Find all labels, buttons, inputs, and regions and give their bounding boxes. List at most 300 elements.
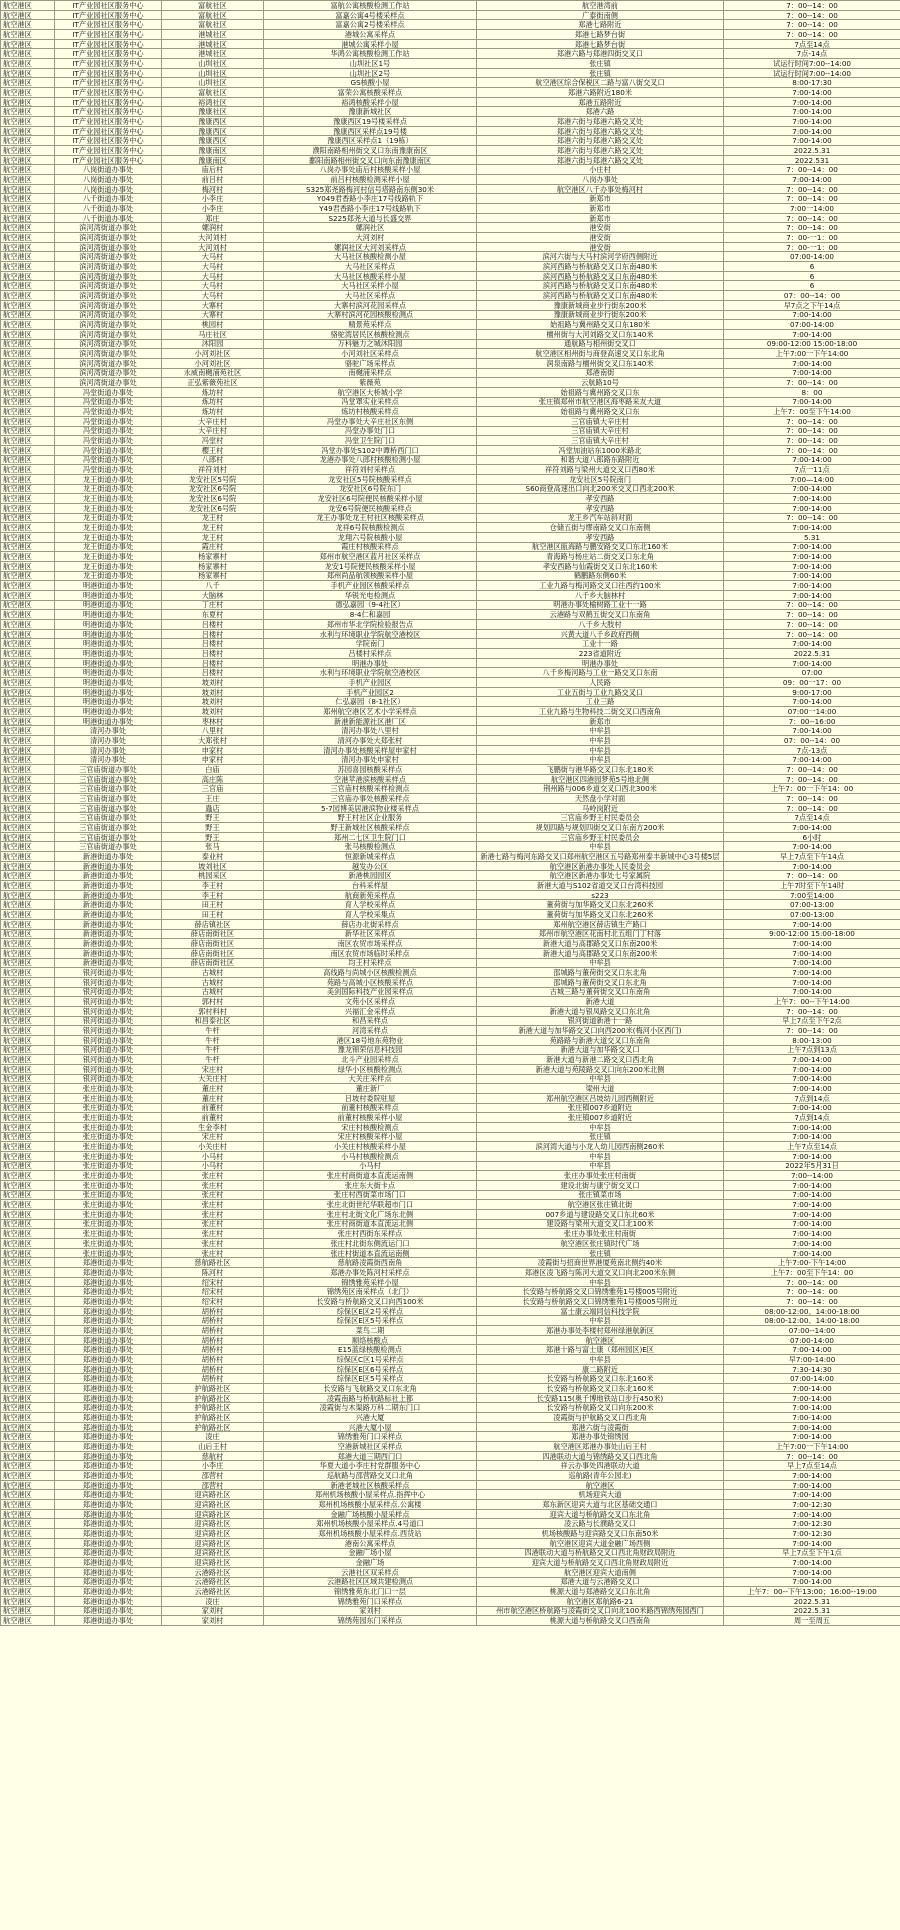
table-cell: 宋庄村核酸采样小屋 — [264, 1132, 477, 1142]
table-cell: 新港大道与高郡路交叉口东南200米 — [477, 939, 724, 949]
table-cell: 清河办事处 — [55, 726, 162, 736]
table-cell: 郑港街道办事处 — [55, 1384, 162, 1394]
table-cell: 郑港街道办事处 — [55, 1587, 162, 1597]
table-cell: 邵营村 — [162, 1480, 264, 1490]
table-cell: 航空港区 — [1, 136, 55, 146]
table-cell: 张庄镇菜市场 — [477, 1190, 724, 1200]
table-cell: 7:00-14:00 — [724, 639, 900, 649]
table-row — [1, 910, 900, 920]
table-cell: 航空港区 — [1, 1209, 55, 1219]
table-cell: 高庄陈 — [162, 774, 264, 784]
table-cell: 航空港区 — [1, 1248, 55, 1258]
table-cell: 7:00-14:00 — [724, 977, 900, 987]
table-cell: 7:00-14:00 — [724, 1229, 900, 1239]
table-cell: 冯堂街道办事处 — [55, 465, 162, 475]
table-cell: 凌霞街与护航路交叉口西北角 — [477, 1413, 724, 1423]
table-cell: 郑港街道办事处 — [55, 1297, 162, 1307]
table-row — [1, 107, 900, 117]
table-cell: 港安街 — [477, 233, 724, 243]
table-cell: 野王 — [162, 823, 264, 833]
table-row — [1, 1239, 900, 1249]
table-cell: 张庄村街道本直流运南侧 — [264, 1248, 477, 1258]
table-cell: 滨河湾街道办事处 — [55, 349, 162, 359]
table-cell: 大寨村 — [162, 300, 264, 310]
table-row — [1, 1374, 900, 1384]
table-cell: 家刘村 — [162, 1616, 264, 1626]
table-cell: 航空港区 — [1, 1403, 55, 1413]
table-cell: 航空港区 — [1, 368, 55, 378]
table-cell: 建设北街与康宁街交叉口 — [477, 1180, 724, 1190]
table-cell: 龙王街道办事处 — [55, 542, 162, 552]
table-cell: 7:00-14:00 — [724, 310, 900, 320]
table-cell: 上午7：00一下午14：00 — [724, 784, 900, 794]
table-cell: 明港办事处榆树路工业十一路 — [477, 600, 724, 610]
table-cell: 坡刘社区 — [162, 861, 264, 871]
table-cell: 航空港区 — [1, 552, 55, 562]
table-cell: 郑港六街与郑港六路交叉处 — [477, 117, 724, 127]
table-cell: 航空港区 — [1, 1064, 55, 1074]
table-cell: 中牟县 — [477, 1316, 724, 1326]
table-cell: 郑港六路 — [477, 107, 724, 117]
table-cell: 中牟县 — [477, 1074, 724, 1084]
table-cell: 航空港区 — [1, 1596, 55, 1606]
table-cell: 航空港区 — [1, 1519, 55, 1529]
table-cell: 张庄街道办事处 — [55, 1113, 162, 1123]
table-cell: 云港路社区 — [162, 1577, 264, 1587]
table-row — [1, 823, 900, 833]
table-cell: 龙王街道办事处 — [55, 532, 162, 542]
table-cell: 郑港街道办事处 — [55, 1567, 162, 1577]
table-cell: 7点一11点 — [724, 465, 900, 475]
table-row — [1, 726, 900, 736]
table-cell: 郑港街道办事处 — [55, 1422, 162, 1432]
table-cell: 航空港区 — [1, 291, 55, 301]
table-cell: 银河街道办事处 — [55, 1026, 162, 1036]
table-cell: 胡桥村 — [162, 1326, 264, 1336]
table-cell: 8:00-17:30 — [724, 78, 900, 88]
table-cell: 工业三路 — [477, 697, 724, 707]
table-cell: 航空港区 — [1, 1277, 55, 1287]
table-cell: 张庄镇 — [477, 68, 724, 78]
table-cell: 航空港区瓯海路与鹏安路交叉口东北160米 — [477, 542, 724, 552]
table-cell: 航空港区 — [1, 997, 55, 1007]
table-cell: 仓储五街与缪南路交叉口东南侧 — [477, 523, 724, 533]
table-cell: 富航公寓核酸检测工作站 — [264, 1, 477, 11]
table-row — [1, 1471, 900, 1481]
table-cell: 7：00--14：00 — [724, 1026, 900, 1036]
table-cell: 越发办公区 — [264, 861, 477, 871]
table-row — [1, 68, 900, 78]
table-row — [1, 707, 900, 717]
table-cell: 大马社区采样点 — [264, 262, 477, 272]
table-cell: 航空港区 — [1, 494, 55, 504]
table-cell: 航空港区 — [1, 455, 55, 465]
table-cell: 7:00-14:00 — [724, 1200, 900, 1210]
table-cell: 三官庙街道办事处 — [55, 842, 162, 852]
table-cell: 蟲店 — [162, 803, 264, 813]
table-cell: 张庄镇 — [477, 1248, 724, 1258]
table-cell: 航空港区 — [1, 697, 55, 707]
table-cell: 庙后村 — [162, 165, 264, 175]
table-cell: 7：00--14：00 — [724, 1006, 900, 1016]
table-cell: 航空港区 — [1, 30, 55, 40]
table-row — [1, 774, 900, 784]
table-cell: 新港街道办事处 — [55, 871, 162, 881]
table-cell: 三官庙 — [162, 784, 264, 794]
table-cell: 张庄办事处张庄村南街 — [477, 1171, 724, 1181]
table-row — [1, 175, 900, 185]
table-cell: 长安路与桥航路交叉口东北160米 — [477, 1374, 724, 1384]
table-cell: 航空港区 — [1, 1045, 55, 1055]
table-cell: 冯堂街道办事处 — [55, 407, 162, 417]
table-cell: 三官庙街道办事处 — [55, 794, 162, 804]
table-cell: 郑港街道办事处 — [55, 1316, 162, 1326]
table-cell: 吕楼村 — [162, 649, 264, 659]
table-cell: 大寨村滨河花园采样点 — [264, 300, 477, 310]
table-cell: 八岗街道办事处 — [55, 165, 162, 175]
table-cell: 迎宾大道与桥航路交叉口东北角 — [477, 1509, 724, 1519]
table-cell: 航空港区 — [1, 610, 55, 620]
table-cell: 大河刘村 — [162, 242, 264, 252]
table-cell: 锦绣雅苑东北门口一层 — [264, 1587, 477, 1597]
table-row — [1, 1587, 900, 1597]
table-cell: 张庄街道办事处 — [55, 1171, 162, 1181]
table-cell: 银河街道新港十一路 — [477, 1016, 724, 1026]
table-cell: 滨河湾街道办事处 — [55, 320, 162, 330]
table-cell: 龙翔六号院核酸小屋 — [264, 532, 477, 542]
table-cell: 航空港区 — [1, 765, 55, 775]
table-cell: 航空港区 — [1, 262, 55, 272]
table-cell: E15蓝绿核酸检测点 — [264, 1345, 477, 1355]
table-cell: 郑港六路与郑港四街交叉口 — [477, 49, 724, 59]
table-cell: 7:00-14:00 — [724, 117, 900, 127]
table-cell: 新港街道办事处 — [55, 890, 162, 900]
table-cell: 航空港区 — [1, 242, 55, 252]
table-cell: 7:00-14:00 — [724, 1132, 900, 1142]
table-cell: IT产业园社区服务中心 — [55, 136, 162, 146]
table-cell: GS核酸小屋 — [264, 78, 477, 88]
table-cell: 宋庄村 — [162, 1064, 264, 1074]
table-cell: 三官庙街道办事处 — [55, 813, 162, 823]
table-cell: 航空港区四港园梦苑5号地北侧 — [477, 774, 724, 784]
table-row — [1, 1006, 900, 1016]
table-cell: IT产业园社区服务中心 — [55, 39, 162, 49]
table-cell: 郑州机场核酸小屋采样点.公寓楼 — [264, 1500, 477, 1510]
table-cell: 冯堂街道办事处 — [55, 397, 162, 407]
table-cell: 豫康西区 — [162, 117, 264, 127]
table-cell: 7：00--14：00 — [724, 10, 900, 20]
table-row — [1, 39, 900, 49]
table-cell: 7:00-14:00 — [724, 590, 900, 600]
table-cell: 航空港区 — [1, 320, 55, 330]
table-cell: 紫薇苑 — [264, 378, 477, 388]
table-row — [1, 494, 900, 504]
table-cell: S225郑尧大道与长盛交界 — [264, 213, 477, 223]
table-cell: 7:00-14:00 — [724, 368, 900, 378]
table-cell: 郑港六路附近180米 — [477, 88, 724, 98]
table-cell: 7:00-14:00 — [724, 1345, 900, 1355]
table-cell: 水利与环境职业学院航空港校区 — [264, 629, 477, 639]
table-cell: 滨河湾街道办事处 — [55, 300, 162, 310]
table-cell: 航空港区 — [1, 1, 55, 11]
table-cell: 明港街道办事处 — [55, 581, 162, 591]
table-cell: 长安路与桥航路交叉口锦绣雅苑1号楼005号附近 — [477, 1297, 724, 1307]
table-cell: 郑港街道办事处 — [55, 1326, 162, 1336]
table-cell: 航空港区 — [1, 358, 55, 368]
table-cell: 航空港区 — [1, 1171, 55, 1181]
table-cell: 和昌采样点 — [264, 1016, 477, 1026]
table-row — [1, 542, 900, 552]
table-cell: 梁州大道 — [477, 1084, 724, 1094]
table-row — [1, 1055, 900, 1065]
table-cell: 张庄街道办事处 — [55, 1103, 162, 1113]
table-row — [1, 262, 900, 272]
table-row — [1, 1345, 900, 1355]
table-cell: 滨河湾街道办事处 — [55, 233, 162, 243]
table-cell: 银河街道办事处 — [55, 1074, 162, 1084]
table-row — [1, 987, 900, 997]
table-cell: 新郑市 — [477, 204, 724, 214]
table-cell: 冯堂办事处S102中谭桥西门口 — [264, 445, 477, 455]
table-cell: 清河办事处 — [55, 745, 162, 755]
table-cell: 航空港区 — [1, 1461, 55, 1471]
table-cell: 新港街道办事处 — [55, 881, 162, 891]
table-cell: IT产业园社区服务中心 — [55, 146, 162, 156]
table-cell: 坡刘村 — [162, 678, 264, 688]
table-cell: 航空港区 — [1, 1442, 55, 1452]
table-cell: 7：00--14：00 — [724, 213, 900, 223]
table-cell: 7:00-14:00 — [724, 1122, 900, 1132]
table-cell: 航空港区 — [1, 939, 55, 949]
table-cell: 郑港六街与郑港六路交叉处 — [477, 136, 724, 146]
table-cell: 巡航路与邵营路交叉口北角 — [264, 1471, 477, 1481]
table-row — [1, 1, 900, 11]
table-cell: 杨家寨村 — [162, 561, 264, 571]
table-cell: 桃源大道与郑港路交叉口东北角 — [477, 1587, 724, 1597]
table-row — [1, 1529, 900, 1539]
table-row — [1, 455, 900, 465]
table-cell: 7:00-14:00 — [724, 726, 900, 736]
table-cell: 航空港区 — [1, 871, 55, 881]
table-row — [1, 1548, 900, 1558]
table-cell: 凌庄 — [162, 1596, 264, 1606]
table-row — [1, 919, 900, 929]
table-cell: 7:00-14:00 — [724, 97, 900, 107]
table-cell: 滨河湾街道办事处 — [55, 358, 162, 368]
table-cell: 滨河湾街道办事处 — [55, 252, 162, 262]
table-cell: 宋庄村核酸检测点 — [264, 1122, 477, 1132]
table-cell: 明港街道办事处 — [55, 687, 162, 697]
table-cell: 龙王街道办事处 — [55, 494, 162, 504]
table-cell: 航空港区 — [1, 49, 55, 59]
table-cell: 航空港区 — [1, 107, 55, 117]
table-cell: 三官庙街道办事处 — [55, 832, 162, 842]
table-cell: 7：00--14：00 — [724, 794, 900, 804]
table-cell: IT产业园社区服务中心 — [55, 117, 162, 127]
table-cell: 冯堂办事处门口 — [264, 426, 477, 436]
table-cell: 航空港区 — [1, 803, 55, 813]
table-cell: 7:00-14:00 — [724, 919, 900, 929]
table-row — [1, 1413, 900, 1423]
table-row — [1, 49, 900, 59]
table-cell: 长安路与飞航路交叉口东北角 — [264, 1384, 477, 1394]
table-cell: 航空港区大桥城小学 — [264, 387, 477, 397]
table-cell: 航空港区 — [1, 1335, 55, 1345]
table-cell: 三官庙街道办事处 — [55, 774, 162, 784]
table-cell: 绍宋村 — [162, 1287, 264, 1297]
table-cell: 银河街道办事处 — [55, 1045, 162, 1055]
table-cell: 航空港区 — [1, 1558, 55, 1568]
table-cell: 冯堂街道办事处 — [55, 455, 162, 465]
table-cell: 郑港街道办事处 — [55, 1548, 162, 1558]
table-cell: 大马村 — [162, 252, 264, 262]
table-cell: 嫘润社区大河刘采样点 — [264, 242, 477, 252]
table-cell: 绿华小区核酸检测点 — [264, 1064, 477, 1074]
table-cell: 07：00--14：00 — [724, 291, 900, 301]
table-cell: 航空港区 — [1, 794, 55, 804]
table-cell: 航空港区八千办事处梅河村 — [477, 184, 724, 194]
table-cell: 正弘紫薇苑社区 — [162, 378, 264, 388]
table-cell: 丁庄村 — [162, 600, 264, 610]
table-row — [1, 716, 900, 726]
table-cell: 张庄镇 — [477, 1132, 724, 1142]
table-cell: 张庄街道办事处 — [55, 1161, 162, 1171]
table-row — [1, 784, 900, 794]
table-cell: 航空港区 — [1, 271, 55, 281]
table-cell: 八郎村 — [162, 455, 264, 465]
table-cell: 港南公寓采样点 — [264, 1538, 477, 1548]
table-cell: 明港街道办事处 — [55, 668, 162, 678]
table-cell: 航空港区 — [1, 958, 55, 968]
table-cell: 大马村 — [162, 262, 264, 272]
table-row — [1, 687, 900, 697]
table-cell: 航空港区 — [1, 155, 55, 165]
table-cell: 迎宾路社区 — [162, 1548, 264, 1558]
table-cell: 豫康西区采样点19号楼 — [264, 126, 477, 136]
table-cell: 港城社区 — [162, 49, 264, 59]
table-cell: 康二路附近 — [477, 1364, 724, 1374]
table-cell: 炼坊村 — [162, 407, 264, 417]
table-cell: 嫘润村 — [162, 223, 264, 233]
table-cell: 2022.5.31 — [724, 1596, 900, 1606]
table-cell: 杨家寨村 — [162, 571, 264, 581]
table-row — [1, 890, 900, 900]
table-row — [1, 948, 900, 958]
table-cell: 航空港区 — [1, 1577, 55, 1587]
table-cell: 山圳社区 — [162, 78, 264, 88]
table-row — [1, 958, 900, 968]
table-cell: 7：00--14：00 — [724, 165, 900, 175]
table-row — [1, 1442, 900, 1452]
table-cell: 孝安西路与仙霞街交叉口东北160米 — [477, 561, 724, 571]
table-cell: 德弘嘉园（9-4社区） — [264, 600, 477, 610]
table-cell: 7:00-14:00 — [724, 948, 900, 958]
table-cell: 7：00-一1：00 — [724, 242, 900, 252]
table-cell: 古城村 — [162, 977, 264, 987]
table-cell: 港安街 — [477, 242, 724, 252]
table-cell: 7:00-14:00 — [724, 755, 900, 765]
table-cell: 中牟县 — [477, 736, 724, 746]
table-cell: 董庄村 — [162, 1093, 264, 1103]
table-cell: 银河街道办事处 — [55, 987, 162, 997]
table-cell: 航空港区 — [1, 146, 55, 156]
table-row — [1, 1335, 900, 1345]
table-cell: 郑庄 — [162, 213, 264, 223]
table-cell: 锦绣雅苑门口采样点 — [264, 1432, 477, 1442]
table-cell: 7：00--14：00 — [724, 30, 900, 40]
table-cell: 银河街道办事处 — [55, 997, 162, 1007]
table-cell: 护航路社区 — [162, 1384, 264, 1394]
table-cell: 港城公寓采样小屋 — [264, 39, 477, 49]
table-cell: 航空港区相州街与商登高速交叉口东北角 — [477, 349, 724, 359]
table-cell: 航空港区 — [1, 1297, 55, 1307]
table-cell: 豫康南区 — [162, 155, 264, 165]
table-cell: 航空港区 — [1, 1432, 55, 1442]
table-cell: 试运行时间7:00--14:00 — [724, 59, 900, 69]
table-cell: 航空港区 — [1, 1142, 55, 1152]
table-cell: 8：00 — [724, 387, 900, 397]
table-cell: 三官庙村核酸采样检测点 — [264, 784, 477, 794]
table-cell: 郑州二七区卫生院门口 — [264, 832, 477, 842]
table-cell: 7:00-14:00 — [724, 136, 900, 146]
table-cell: S60商登高速出口向北200米交叉口西北200米 — [477, 484, 724, 494]
table-cell: 山圳社区2号 — [264, 68, 477, 78]
table-cell: 航空港区 — [1, 590, 55, 600]
table-cell: 迎宾路社区 — [162, 1519, 264, 1529]
table-cell: 顺络核酸点 — [264, 1335, 477, 1345]
table-cell: 郑港大道与云港路交叉口 — [477, 1577, 724, 1587]
table-cell: 7:00-14:00 — [724, 88, 900, 98]
table-cell: 田王村 — [162, 910, 264, 920]
table-cell: 濮阳南路相州街交叉口东南豫康南区 — [264, 146, 477, 156]
table-cell: 胡桥村 — [162, 1335, 264, 1345]
table-row — [1, 697, 900, 707]
table-cell: 八里村 — [162, 726, 264, 736]
table-cell: 裕鸿社区 — [162, 97, 264, 107]
table-cell: 郑港街道办事处 — [55, 1432, 162, 1442]
table-row — [1, 1490, 900, 1500]
table-cell: 航空港区 — [1, 1055, 55, 1065]
table-cell: 中牟县 — [477, 726, 724, 736]
table-cell: 新港老城社区核酸采样点 — [264, 1480, 477, 1490]
table-cell: 龙安社区6号院东门 — [264, 484, 477, 494]
table-cell: 航空港区 — [1, 387, 55, 397]
table-cell: 精景苑采样点 — [264, 320, 477, 330]
table-cell: 鹤鹏路东侧60米 — [477, 571, 724, 581]
table-cell: 明港街道办事处 — [55, 620, 162, 630]
table-cell: 郑州航空港区吕坡幼儿园西侧附近 — [477, 1093, 724, 1103]
table-cell: 张庄镇007乡道附近 — [477, 1113, 724, 1123]
table-cell: 7:00-12:30 — [724, 1529, 900, 1539]
table-row — [1, 1616, 900, 1626]
table-cell: 7：00--14：00 — [724, 223, 900, 233]
table-cell: 郑港街道办事处 — [55, 1461, 162, 1471]
table-cell: 华锐光电检测点 — [264, 590, 477, 600]
table-cell: 郑州市航空港区花南村北五组门丁村落 — [477, 929, 724, 939]
table-cell: 云港路与双鹤五街交叉口东南角 — [477, 610, 724, 620]
table-cell: 航空港区综合保税区二路与富八街交叉口 — [477, 78, 724, 88]
table-cell: 7:00-14:00 — [724, 1471, 900, 1481]
table-cell: 航空港区 — [1, 1538, 55, 1548]
table-cell: 马岭岗附近 — [477, 803, 724, 813]
table-cell: 航空港区 — [1, 1200, 55, 1210]
table-row — [1, 300, 900, 310]
table-cell: 7：00-一1：00 — [724, 233, 900, 243]
table-cell: 慈航路凌霞街西南角 — [264, 1258, 477, 1268]
table-cell: 航空港区 — [1, 1229, 55, 1239]
table-cell: 7:00-14:00 — [724, 958, 900, 968]
table-cell: 八千街道办事处 — [55, 213, 162, 223]
